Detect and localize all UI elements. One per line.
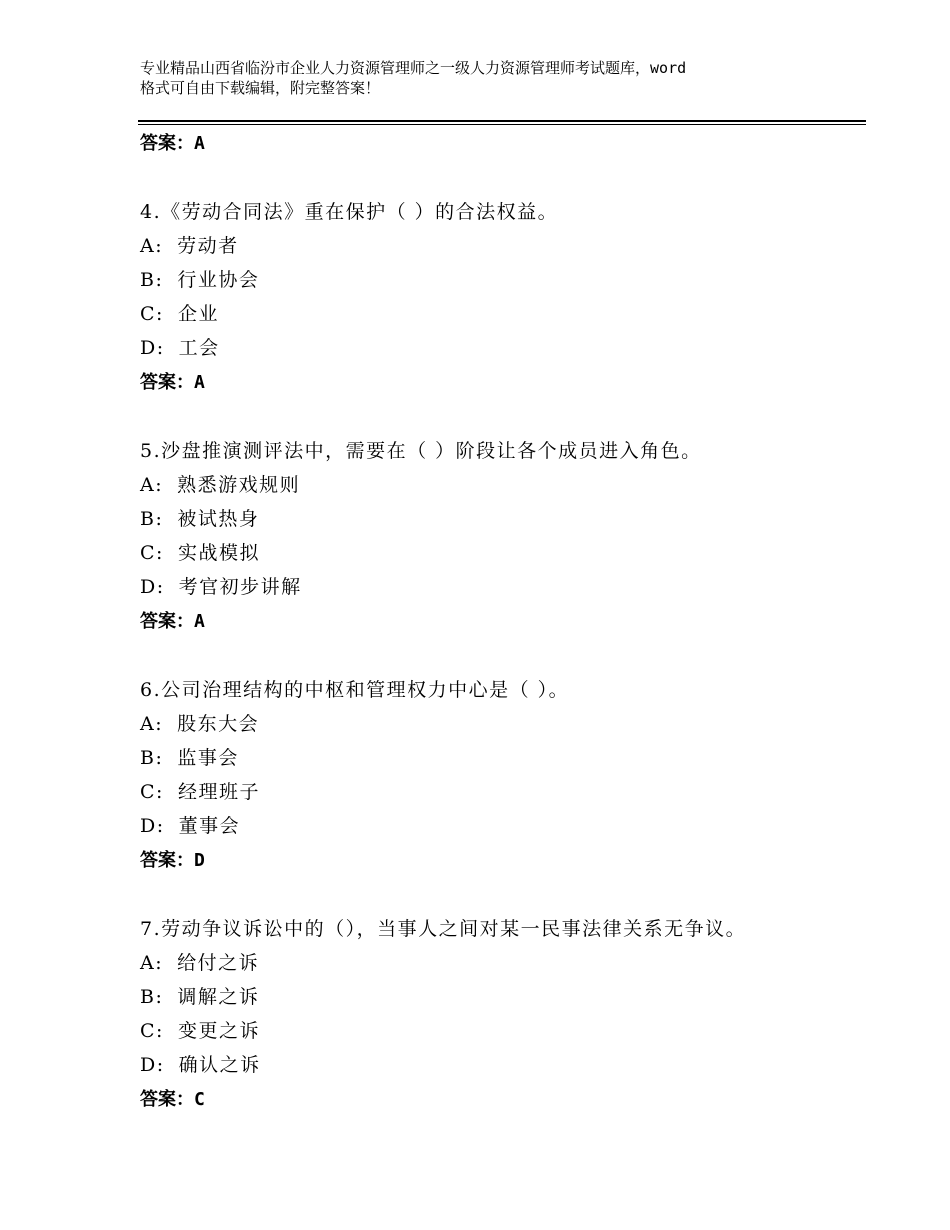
header-line-1: 专业精品山西省临汾市企业人力资源管理师之一级人力资源管理师考试题库，word <box>140 59 687 77</box>
option-text: 熟悉游戏规则 <box>177 474 301 496</box>
page-header <box>140 58 830 98</box>
option-letter: D : <box>140 1054 165 1076</box>
option-letter: D : <box>140 815 165 837</box>
option-text: 监事会 <box>177 747 239 769</box>
option-letter: C : <box>140 1020 164 1042</box>
answer-label: 答案 ： <box>140 611 194 632</box>
option-letter: C : <box>140 542 164 564</box>
option-a <box>140 712 259 736</box>
option-letter: D : <box>140 337 165 359</box>
option-b <box>140 985 259 1009</box>
answer-label: 答案 ： <box>140 133 194 154</box>
option-letter: C : <box>140 303 164 325</box>
option-text: 行业协会 <box>177 269 260 291</box>
answer-value: C <box>194 1089 205 1110</box>
answer-line <box>140 371 205 395</box>
option-letter: B : <box>140 986 163 1008</box>
option-text: 考官初步讲解 <box>178 576 302 598</box>
question-stem: 5.沙盘推演测评法中，需要在（ ）阶段让各个成员进入角色。 <box>140 440 702 462</box>
option-a <box>140 234 239 258</box>
option-text: 股东大会 <box>177 713 260 735</box>
option-text: 劳动者 <box>177 235 239 257</box>
option-letter: A : <box>140 713 163 735</box>
option-text: 实战模拟 <box>177 542 260 564</box>
option-c <box>140 780 260 804</box>
option-b <box>140 746 239 770</box>
option-letter: C : <box>140 781 164 803</box>
header-divider <box>138 120 866 125</box>
answer-line <box>140 132 205 156</box>
option-text: 经理班子 <box>177 781 260 803</box>
option-letter: A : <box>140 235 163 257</box>
answer-line <box>140 1088 205 1112</box>
option-text: 董事会 <box>178 815 241 837</box>
answer-value: A <box>194 372 205 393</box>
option-letter: B : <box>140 508 163 530</box>
answer-value: A <box>194 611 205 632</box>
option-b <box>140 507 259 531</box>
header-line-2: 格式可自由下载编辑，附完整答案！ <box>140 79 381 97</box>
option-letter: B : <box>140 269 163 291</box>
option-text: 企业 <box>177 303 219 325</box>
answer-label: 答案 ： <box>140 850 194 871</box>
option-c <box>140 1019 260 1043</box>
option-letter: D : <box>140 576 165 598</box>
answer-line <box>140 610 205 634</box>
question-stem: 4.《劳动合同法》重在保护（ ）的合法权益。 <box>140 201 559 223</box>
option-c <box>140 541 260 565</box>
option-letter: A : <box>140 952 163 974</box>
option-text: 被试热身 <box>177 508 260 530</box>
option-d <box>140 1053 261 1077</box>
option-c <box>140 302 219 326</box>
option-text: 变更之诉 <box>177 1020 260 1042</box>
answer-line <box>140 849 205 873</box>
option-letter: A : <box>140 474 163 496</box>
answer-label: 答案 ： <box>140 372 194 393</box>
option-text: 调解之诉 <box>177 986 260 1008</box>
option-d <box>140 336 220 360</box>
answer-value: D <box>194 850 205 871</box>
question-stem: 6.公司治理结构的中枢和管理权力中心是（ ）。 <box>140 679 570 701</box>
question-stem: 7.劳动争议诉讼中的（），当事人之间对某一民事法律关系无争议。 <box>140 918 747 940</box>
option-letter: B : <box>140 747 163 769</box>
option-text: 给付之诉 <box>177 952 260 974</box>
answer-value: A <box>194 133 205 154</box>
answer-label: 答案 ： <box>140 1089 194 1110</box>
option-text: 工会 <box>178 337 220 359</box>
option-text: 确认之诉 <box>178 1054 261 1076</box>
option-d <box>140 575 302 599</box>
option-a <box>140 951 259 975</box>
option-b <box>140 268 259 292</box>
option-d <box>140 814 240 838</box>
option-a <box>140 473 300 497</box>
